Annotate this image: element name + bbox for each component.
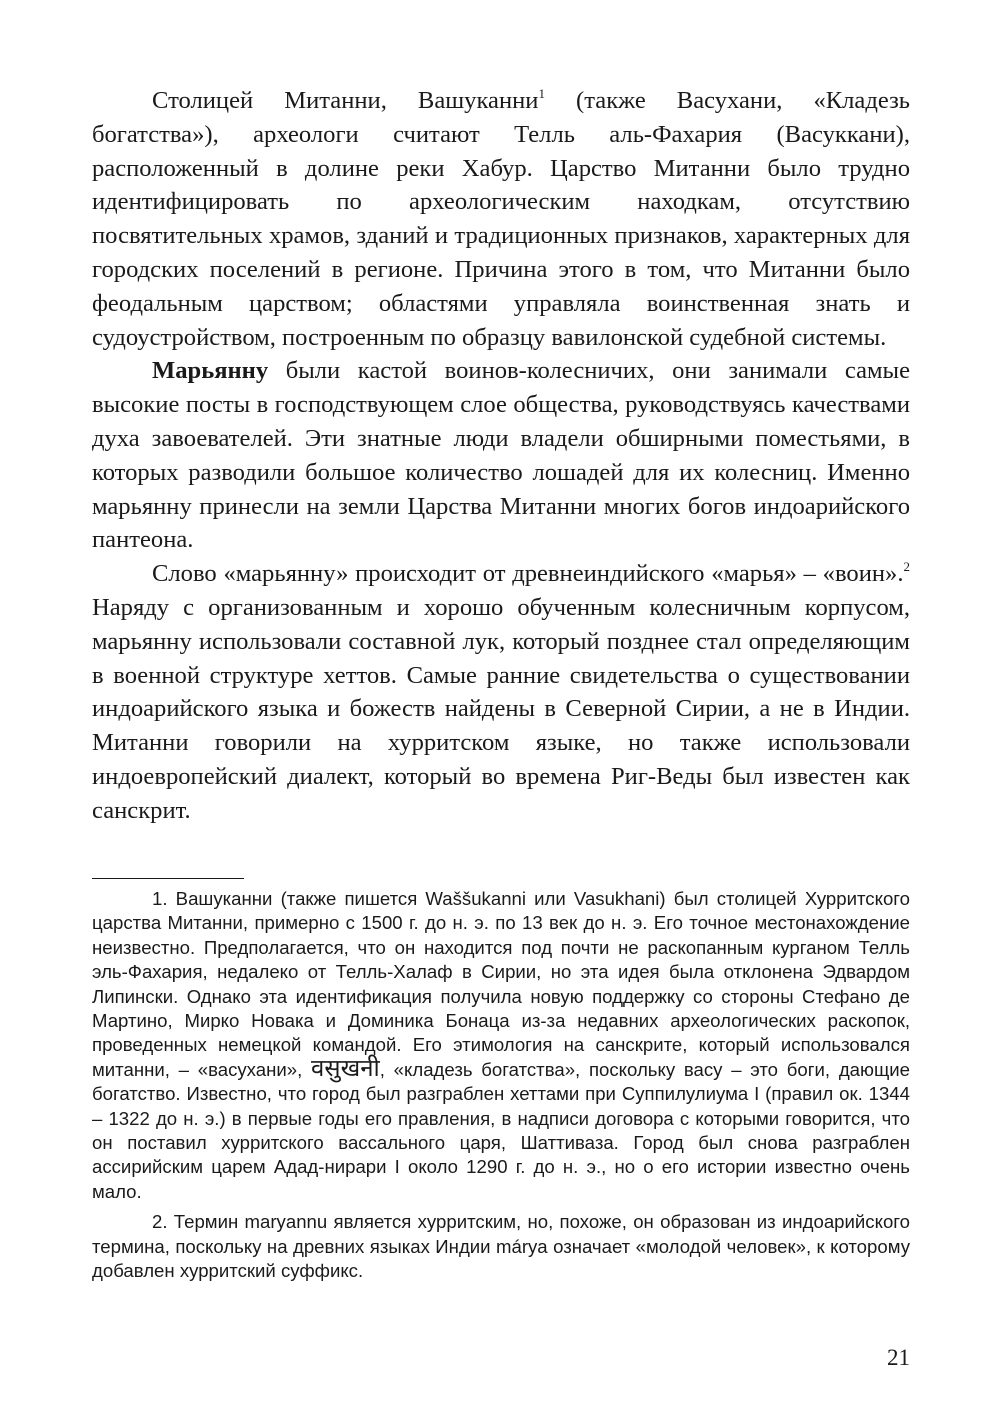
devanagari-word: वसुखनी [311, 1053, 380, 1082]
paragraph-3-rest: Наряду с организованным и хорошо обученным колесничным корпусом, марьянну использовали составной лук, который позднее стал определяющим в военной структуре хеттов. Самые ранние свидетельства о существовании индоарийского языка и божеств найдены в Северной Сирии, а не в Индии. Митанни говорили на хурритском языке, но также использовали индоевропейский диалект, который во времена Риг-Веды был известен как санскрит. [92, 593, 910, 824]
paragraph-2 [92, 354, 910, 557]
paragraph-3-start: Слово «марьянну» происходит от древнеиндийского «марья» – «воин». [152, 560, 904, 588]
footnote-1-rest: , «кладезь богатства», поскольку васу – это боги, дающие богатство. Известно, что город был разграблен хеттами при Суппилулиума I (правил ок. 1344 – 1322 до н. э.) в первые годы его правления, в надписи договора с которыми говорится, что он поставил хурритского вассального царя, Шаттиваза. Город был снова разграблен ассирийским царем Адад-нирари I около 1290 г. до н. э., но о его истории известно очень мало. [92, 1058, 910, 1202]
footnote-1-start: 1. Вашуканни (также пишется Waššukanni или Vasukhani) был столицей Хурритского царства Митанни, примерно с 1500 г. до н. э. по 13 век до н. э. Его точное местонахождение неизвестно. Предполагается, что он находится под почти не раскопанным курганом Телль эль-Фахария, недалеко от Телль-Халаф в Сирии, но эта идея была отклонена Эдвардом Липински. Однако эта идентификация получила новую поддержку со стороны Стефано де Мартино, Мирко Новака и Доминика Бонаца из-за недавних археологических раскопок, проведенных немецкой командой. Его этимология на санскрите, который использовался митанни, – «васухани», [92, 888, 910, 1080]
paragraph-1-start: Столицей Митанни, Вашуканни [152, 87, 539, 114]
footnote-separator [92, 878, 244, 879]
footnote-2: 2. Термин maryannu является хурритским, но, похоже, он образован из индоарийского термина, поскольку на древних языках Индии márya означает «молодой человек», к которому добавлен хурритский суффикс. [92, 1211, 910, 1282]
paragraph-1-rest: (также Васухани, «Кладезь богатства»), археологи считают Телль аль-Фахария (Васуккани), расположенный в долине реки Хабур. Царство Митанни было трудно идентифицировать по археологическим находкам, отсутствию посвятительных храмов, зданий и традиционных признаков, характерных для городских поселений в регионе. Причина этого в том, что Митанни было феодальным царством; областями управляла воинственная знать и судоустройством, построенным по образцу вавилонской судебной системы. [92, 87, 911, 351]
footnote-ref-1: 1 [538, 86, 545, 101]
footnotes [92, 887, 910, 1284]
footnote-1 [92, 887, 910, 1204]
term-maryannu: Марьянну [152, 357, 269, 385]
page-number: 21 [887, 1345, 910, 1370]
paragraph-3 [92, 557, 910, 827]
paragraph-2-text: были кастой воинов-колесничих, они занимали самые высокие посты в господствующем слое общества, руководствуясь качествами духа завоевателей. Эти знатные люди владели обширными поместьями, в которых разводили большое количество лошадей для их колесниц. Именно марьянну принесли на земли Царства Митанни многих богов индоарийского пантеона. [92, 357, 910, 554]
paragraph-1 [92, 84, 910, 354]
footnote-ref-2: 2 [903, 559, 910, 575]
main-text [92, 84, 910, 828]
